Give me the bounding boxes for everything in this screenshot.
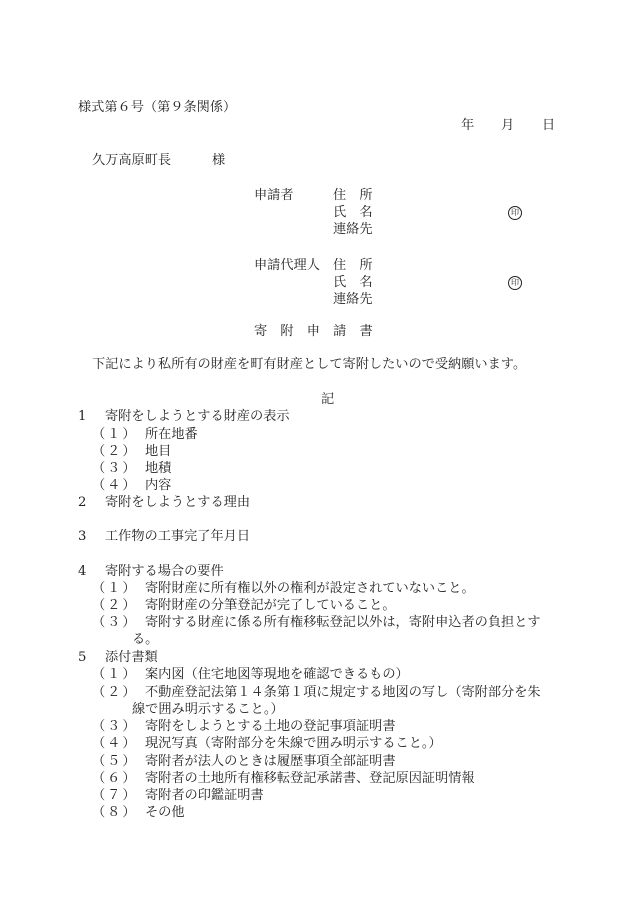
section-3-title: 工作物の工事完了年月日 (105, 529, 251, 544)
section-4-item-3-text: 寄附する財産に係る所有権移転登記以外は，寄附申込者の負担とす (145, 615, 541, 630)
section-1-item-3-number: （３） (92, 461, 138, 476)
section-1-item-4-text: 内容 (145, 478, 172, 493)
agent-contact-label: 連絡先 (333, 292, 373, 307)
section-1-title: 寄附をしようとする財産の表示 (105, 409, 290, 424)
applicant-name-label: 氏 名 (333, 205, 373, 220)
agent-address-label: 住 所 (333, 258, 373, 273)
section-5-number: 5 (78, 650, 87, 665)
section-4-item-2-number: （２） (92, 598, 138, 613)
section-2-number: 2 (78, 495, 87, 510)
agent-label: 申請代理人 (254, 258, 320, 273)
section-1-number: 1 (78, 409, 87, 424)
form-label: 様式第６号（第９条関係） (78, 100, 237, 115)
section-5-item-1-number: （１） (92, 667, 138, 682)
date-day: 日 (542, 118, 556, 133)
section-2-title: 寄附をしようとする理由 (105, 495, 251, 510)
section-5-item-2-number: （２） (92, 685, 138, 700)
section-1-item-2-text: 地目 (145, 444, 172, 459)
section-5-item-6-number: （６） (92, 771, 138, 786)
section-1-item-4-number: （４） (92, 478, 138, 493)
section-5-item-3-text: 寄附をしようとする土地の登記事項証明書 (145, 719, 396, 734)
section-4-item-2-text: 寄附財産の分筆登記が完了していること。 (145, 598, 396, 613)
applicant-label: 申請者 (254, 188, 294, 203)
section-1-item-1-text: 所在地番 (145, 427, 198, 442)
section-1-item-3-text: 地積 (145, 461, 172, 476)
section-1-item-1-number: （１） (92, 427, 138, 442)
section-4-item-1-text: 寄附財産に所有権以外の権利が設定されていないこと。 (145, 581, 475, 596)
date-year: 年 (461, 118, 475, 133)
addressee-name: 久万高原町長 (92, 153, 172, 168)
agent-name-label: 氏 名 (333, 275, 373, 290)
section-5-item-2-text: 不動産登記法第１４条第１項に規定する地図の写し（寄附部分を朱 (145, 685, 541, 700)
section-5-item-5-number: （５） (92, 754, 138, 769)
date-month: 月 (501, 118, 515, 133)
section-3-number: 3 (78, 529, 87, 544)
section-4-number: 4 (78, 564, 87, 579)
ki-heading: 記 (321, 392, 335, 407)
agent-seal-icon: 印 (508, 275, 522, 290)
section-5-item-3-number: （３） (92, 719, 138, 734)
section-5-item-6-text: 寄附者の土地所有権移転登記承諾書、登記原因証明情報 (145, 771, 475, 786)
section-4-item-1-number: （１） (92, 581, 138, 596)
section-4-title: 寄附する場合の要件 (105, 564, 224, 579)
section-4-item-3-continuation: る。 (132, 632, 159, 647)
applicant-seal-icon: 印 (508, 205, 522, 220)
section-5-item-7-text: 寄附者の印鑑証明書 (145, 788, 264, 803)
section-5-item-8-number: （８） (92, 805, 138, 820)
section-5-item-2-continuation: 線で囲み明示すること。） (132, 702, 284, 717)
section-5-title: 添付書類 (105, 650, 158, 665)
applicant-address-label: 住 所 (333, 188, 373, 203)
section-5-item-1-text: 案内図（住宅地図等現地を確認できるもの） (145, 667, 409, 682)
document-title: 寄 附 申 請 書 (254, 324, 373, 339)
section-5-item-8-text: その他 (145, 805, 185, 820)
section-5-item-5-text: 寄附者が法人のときは履歴事項全部証明書 (145, 754, 396, 769)
section-5-item-4-number: （４） (92, 736, 138, 751)
section-4-item-3-number: （３） (92, 615, 138, 630)
section-5-item-7-number: （７） (92, 788, 138, 803)
addressee-honorific: 様 (212, 153, 226, 168)
applicant-contact-label: 連絡先 (333, 222, 373, 237)
section-5-item-4-text: 現況写真（寄附部分を朱線で囲み明示すること。） (145, 736, 442, 751)
intro-text: 下記により私所有の財産を町有財産として寄附したいので受納願います。 (92, 357, 527, 372)
section-1-item-2-number: （２） (92, 444, 138, 459)
